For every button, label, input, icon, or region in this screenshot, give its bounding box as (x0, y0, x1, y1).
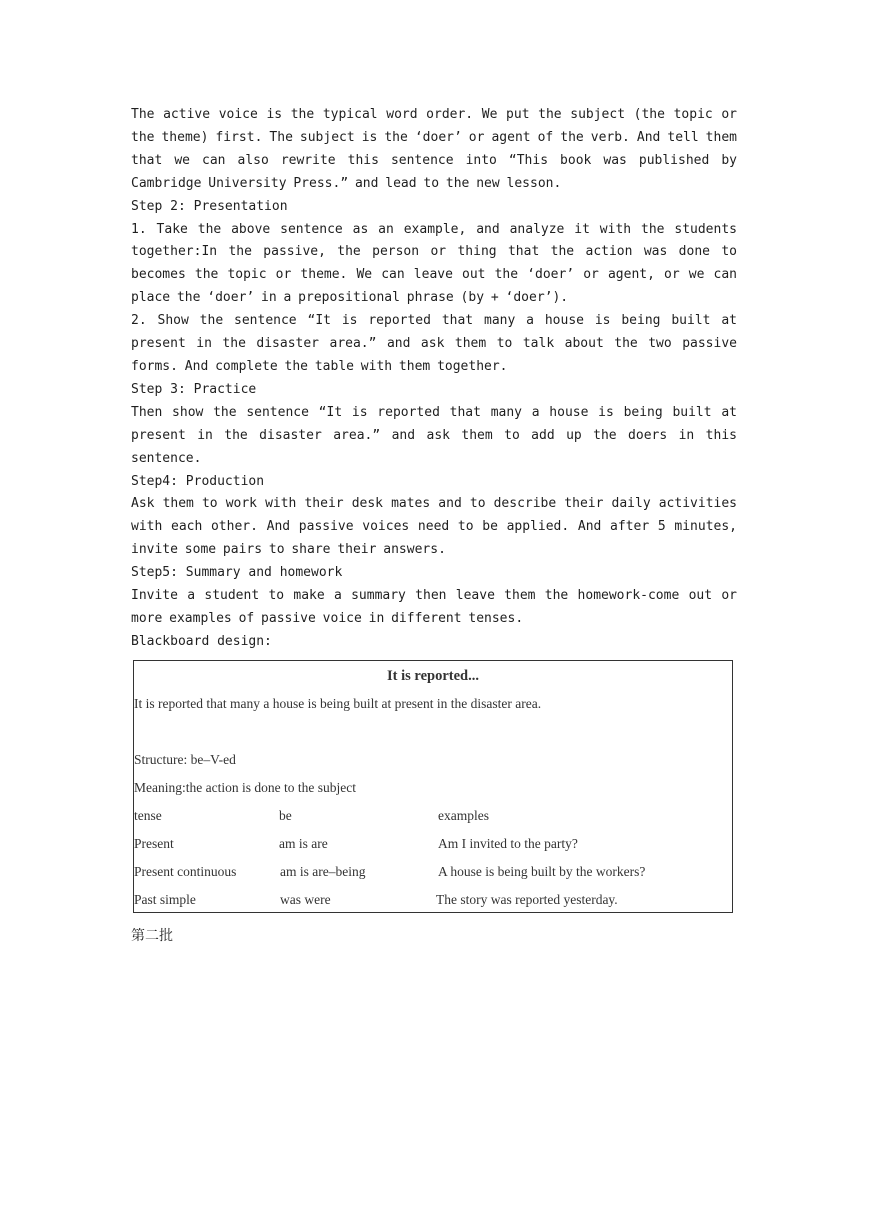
row-tense: Present continuous (134, 863, 237, 879)
step-3-heading: Step 3: Practice (131, 381, 257, 397)
table-row (134, 833, 732, 853)
blackboard-heading: Blackboard design: (131, 633, 272, 649)
intro-paragraph: The active voice is the typical word order. We put the subject (the topic or the theme) first. The subject is the ‘doer’ or agent of the verb. And tell them that we can also rewrite this sentence into “This book was published by Cambridge University Press.” and lead to the new lesson. (131, 107, 737, 191)
header-be: be (279, 807, 292, 823)
row-tense: Past simple (134, 891, 196, 907)
row-be: am is are (279, 835, 328, 851)
summary-paragraph: Invite a student to make a summary then leave them the homework-come out or more examples of passive voice in different tenses. (131, 588, 737, 626)
table-header-row (134, 805, 732, 825)
batch-label: 第二批 (131, 928, 173, 944)
header-examples: examples (438, 807, 489, 823)
presentation-point-1: 1. Take the above sentence as an example, and analyze it with the students together:In the passive, the person or thing that the action was done to becomes the topic or theme. We can leave out the ‘doer’ or agent, or we can place the ‘doer’ in a prepositional phrase (by + ‘doer’). (131, 221, 737, 306)
presentation-point-2: 2. Show the sentence “It is reported that many a house is being built at present in the disaster area.” and ask them to talk about the two passive forms. And complete the table with them together. (131, 313, 737, 374)
row-be: was were (280, 891, 331, 907)
row-example: The story was reported yesterday. (436, 891, 618, 907)
document-body (131, 104, 737, 913)
step-2-heading: Step 2: Presentation (131, 198, 288, 214)
row-be: am is are–being (280, 863, 366, 879)
practice-paragraph: Then show the sentence “It is reported that many a house is being built at present in the disaster area.” and ask them to add up the doers in this sentence. (131, 404, 737, 466)
row-example: A house is being built by the workers? (438, 863, 646, 879)
table-row (134, 889, 732, 909)
production-paragraph: Ask them to work with their desk mates and to describe their daily activities with each other. And passive voices need to be applied. And after 5 minutes, invite some pairs to share their answers. (131, 496, 737, 558)
blackboard-structure: Structure: be–V-ed (134, 751, 236, 767)
blackboard-title: It is reported... (387, 667, 479, 684)
step-5-heading: Step5: Summary and homework (131, 565, 343, 581)
header-tense: tense (134, 807, 162, 823)
blackboard-sentence: It is reported that many a house is being built at present in the disaster area. (134, 695, 542, 711)
row-example: Am I invited to the party? (438, 835, 578, 851)
blackboard-meaning: Meaning:the action is done to the subject (134, 779, 356, 795)
row-tense: Present (134, 835, 174, 851)
blackboard-design-box (133, 660, 733, 913)
step-4-heading: Step4: Production (131, 473, 265, 489)
table-row (134, 861, 732, 881)
